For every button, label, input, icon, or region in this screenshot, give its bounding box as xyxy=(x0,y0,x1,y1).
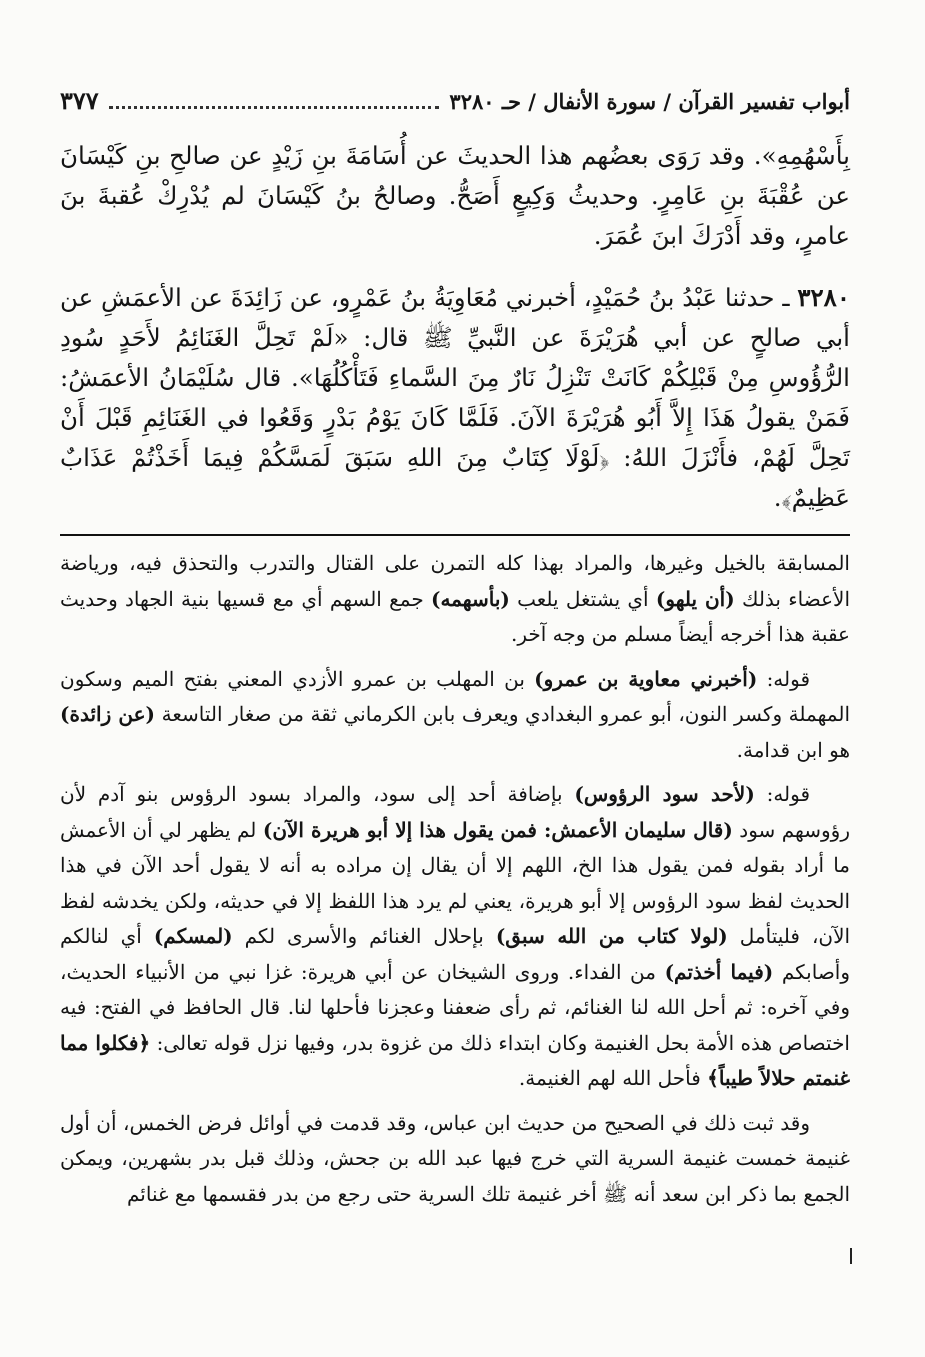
commentary-quote: (لمسكم) xyxy=(153,924,233,948)
commentary xyxy=(60,546,850,1212)
commentary-text: فأحل الله لهم الغنيمة. xyxy=(518,1066,701,1090)
main-line: لَهُمْ، فأَنْزَلَ اللهُ: ﴿لَوْلَا كِتَابٌ مِنَ اللهِ سَبَقَ لَمَسَّكُمْ فِيمَا أَخَذْتُمْ عَذَابٌ عَظِيمٌ﴾. xyxy=(60,443,850,512)
main-line: ـ حدثنا عَبْدُ بنُ حُمَيْدٍ، أخبرني مُعَاوِيَةُ بنُ عَمْرٍو، عن زَائِدَةَ عن xyxy=(189,283,790,312)
commentary-text: بإحلال الغنائم والأسرى لكم xyxy=(244,924,484,948)
commentary-text: وقد ثبت ذلك في الصحيح من حديث ابن عباس، وقد قدمت في أوائل فرض الخمس، أن أول غنيمة خمست غنيمة السرية التي خرج فيها عبد الله بن جحش، وذلك قبل بدر بشهرين، ويمكن الجمع بما ذكر ابن سعد أنه ﷺ أخر غنيمة تلك السرية حتى رجع من بدر فقسمها مع غنائم xyxy=(60,1110,850,1206)
page-number: ٣٧٧ xyxy=(60,86,99,115)
commentary-paragraph-2 xyxy=(60,662,850,769)
commentary-paragraph-3 xyxy=(60,777,850,1097)
main-line: فَمَنْ يقولُ هَذَا إِلاَّ أَبُو هُرَيْرَةَ الآنَ. فَلَمَّا كَانَ يَوْمُ بَدْرٍ وَقَعُوا في الغَنَائِمِ قَبْلَ أَنْ تَحِلَّ xyxy=(60,403,850,472)
hadith-number: ٣٢٨٠ xyxy=(797,283,850,312)
main-line: وقد أَدْرَكَ ابنَ عُمَرَ. xyxy=(593,221,786,250)
commentary-text: بإضافة أحد إلى سود، والمراد بسود الرؤوس بنو آدم لأن رؤوسهم سود xyxy=(60,782,850,842)
commentary-quote: (عن زائدة) xyxy=(60,702,156,726)
commentary-quote: (لأحد سود الرؤوس) xyxy=(574,782,755,806)
commentary-quote: (قال سليمان الأعمش: فمن يقول هذا إلا أبو هريرة الآن) xyxy=(262,817,733,842)
commentary-text: أي لنالكم وأصابكم xyxy=(60,924,851,984)
paragraph-gap xyxy=(60,256,850,278)
main-line: الأعمَشِ عن أبي صالحٍ عن أبي هُرَيْرَةَ عن النَّبيِّ ﷺ قال: «لَمْ تَحِلَّ الغَنَائِمُ لأَحَدٍ xyxy=(60,283,850,352)
header-dot-leader xyxy=(109,94,440,109)
commentary-quote: (بأسهمه) xyxy=(431,586,510,611)
main-paragraph-1 xyxy=(60,136,850,256)
text-divider xyxy=(60,534,850,536)
commentary-text: بن المهلب بن عمرو الأزدي المعني بفتح الميم وسكون المهملة وكسر النون، أبو عمرو البغدادي ويعرف بابن الكرماني ثقة من صغار التاسعة xyxy=(60,666,851,726)
margin-mark xyxy=(850,1248,852,1264)
commentary-text: جمع السهم أي مع قسيها بنية الجهاد وحديث عقبة هذا أخرجه أيضاً مسلم من وجه آخر. xyxy=(60,586,850,646)
main-line: سُودِ الرُّؤُوسِ مِنْ قَبْلِكُمْ كَانَتْ تَنْزِلُ نَارٌ مِنَ السَّماءِ فَتَأْكُلُهَا». قال سُلَيْمَانُ الأعمَشُ: xyxy=(60,323,850,392)
main-line: بِأَسْهُمِهِ». وقد رَوَى بعضُهم هذا الحديثَ عن أُسَامَةَ بنِ زَيْدٍ عن صالحِ بنِ كَيْسَانَ xyxy=(60,141,850,170)
commentary-text: قوله: xyxy=(766,782,811,806)
book-page xyxy=(60,86,850,1221)
main-text xyxy=(60,136,850,518)
commentary-quote: (أخبرني معاوية بن عمرو) xyxy=(534,666,758,691)
commentary-text: قوله: xyxy=(766,666,811,691)
commentary-text: من الفداء. وروى الشيخان عن أبي هريرة: غزا نبي من الأنبياء الحديث، وفي آخره: ثم أحل الله لنا الغنائم، ثم رأى ضعفنا وعجزنا فأحلها لنا. قال الحافظ في الفتح: فيه اختصاص هذه الأمة بحل الغنيمة وكان ابتداء ذلك من غزوة بدر، وفيها نزل قوله تعالى: xyxy=(60,959,850,1055)
commentary-quote: ﴿فكلوا مما غنمتم حلالاً طيباً﴾ xyxy=(60,1030,850,1090)
main-paragraph-2 xyxy=(60,278,850,518)
commentary-quote: (لولا كتاب من الله سبق) xyxy=(495,924,728,948)
main-line: عن عُقْبَةَ بنِ عَامِرٍ. وحديثُ وَكِيعٍ أَصَحُّ. وصالحُ بنُ كَيْسَانَ لم يُدْرِكْ عُقبةَ بنَ عامرٍ، xyxy=(60,181,850,250)
running-header xyxy=(60,86,850,126)
commentary-quote: (أن يلهو) xyxy=(655,586,735,611)
commentary-text: المسابقة بالخيل وغيرها، والمراد بهذا كله التمرن على القتال والتدرب والتحذق فيه، ورياضة الأعضاء بذلك xyxy=(60,551,851,611)
commentary-text: أي يشتغل يلعب xyxy=(517,586,649,611)
header-title: أبواب تفسير القرآن / سورة الأنفال / حـ ٣٢٨٠ xyxy=(449,89,850,114)
commentary-paragraph-1 xyxy=(60,546,850,653)
commentary-text: هو ابن قدامة. xyxy=(736,737,850,762)
commentary-quote: (فيما أخذتم) xyxy=(664,959,774,984)
commentary-paragraph-4 xyxy=(60,1106,850,1213)
commentary-text: لم يظهر لي أن الأعمش ما أراد بقوله فمن يقول هذا الخ، اللهم إلا أن يقال إن مراده به أنه لا يقول أحد الآن في هذا الحديث لفظ سود الرؤوس إلا أبو هريرة، يعني لم يرد هذا اللفظ إلا في حديثه، ولكن يخدشه لفظ الآن، فليتأمل xyxy=(60,817,851,948)
